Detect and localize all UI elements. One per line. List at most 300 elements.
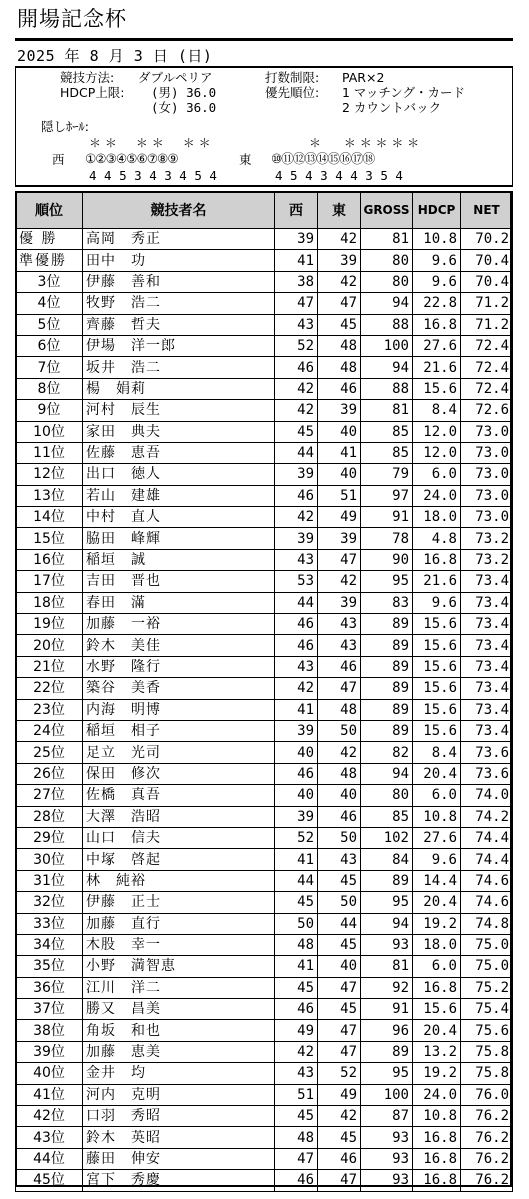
- rank-cell: 23位: [16, 699, 83, 720]
- gross-cell: 96: [361, 1020, 413, 1041]
- gross-cell: 93: [361, 1170, 413, 1191]
- hdcp-cell: 16.8: [413, 977, 461, 998]
- table-row: [16, 656, 513, 677]
- gross-cell: 89: [361, 1041, 413, 1062]
- table-row: [16, 229, 513, 250]
- table-row: [16, 635, 513, 656]
- event-date: 2025 年 8 月 3 日 (日): [17, 47, 213, 65]
- name-cell: 江川 洋二: [83, 977, 275, 998]
- rank-cell: 40位: [16, 1063, 83, 1084]
- west-score-cell: 42: [275, 678, 318, 699]
- title-divider: [15, 38, 513, 41]
- west-score-cell: 44: [275, 442, 318, 463]
- net-cell: 73.0: [461, 464, 513, 485]
- east-score-cell: 39: [318, 592, 361, 613]
- hdcp-limit-women: (女) 36.0: [151, 100, 217, 115]
- gross-cell: 83: [361, 592, 413, 613]
- hdcp-cell: 21.6: [413, 357, 461, 378]
- table-row: [16, 913, 513, 934]
- net-cell: 73.4: [461, 720, 513, 741]
- table-row: [16, 849, 513, 870]
- hdcp-cell: 16.8: [413, 314, 461, 335]
- west-score-cell: 39: [275, 720, 318, 741]
- table-row: [16, 720, 513, 741]
- net-cell: 72.4: [461, 335, 513, 356]
- hdcp-cell: 15.6: [413, 999, 461, 1020]
- east-label: 東: [239, 152, 252, 167]
- east-score-cell: 52: [318, 1063, 361, 1084]
- name-cell: 口羽 秀昭: [83, 1106, 275, 1127]
- west-score-cell: 47: [275, 293, 318, 314]
- rank-cell: 30位: [16, 849, 83, 870]
- name-cell: 勝又 昌美: [83, 999, 275, 1020]
- east-score-cell: 49: [318, 507, 361, 528]
- table-row: [16, 870, 513, 891]
- info-bottom-rule: [15, 185, 513, 187]
- hdcp-cell: 15.6: [413, 614, 461, 635]
- gross-cell: 89: [361, 720, 413, 741]
- net-cell: 76.2: [461, 1106, 513, 1127]
- hdcp-cell: 18.0: [413, 507, 461, 528]
- table-row: [16, 806, 513, 827]
- table-row: [16, 400, 513, 421]
- east-score-cell: 42: [318, 742, 361, 763]
- format-value: ダブルペリア: [138, 70, 213, 85]
- net-cell: 76.2: [461, 1127, 513, 1148]
- name-cell: 坂井 浩二: [83, 357, 275, 378]
- hdcp-cell: 15.6: [413, 678, 461, 699]
- east-score-cell: 46: [318, 378, 361, 399]
- table-row: [16, 464, 513, 485]
- net-cell: 73.4: [461, 699, 513, 720]
- net-cell: 74.0: [461, 785, 513, 806]
- name-cell: 楊 娟莉: [83, 378, 275, 399]
- west-pars: 4 4 5 3 4 3 4 5 4: [89, 168, 217, 183]
- east-hidden-marks: ＊ ＊ ＊ ＊ ＊ ＊: [309, 136, 420, 150]
- name-cell: 中塚 啓起: [83, 849, 275, 870]
- west-score-cell: 40: [275, 785, 318, 806]
- west-score-cell: 43: [275, 1063, 318, 1084]
- net-cell: 75.6: [461, 1020, 513, 1041]
- hdcp-cell: 9.6: [413, 592, 461, 613]
- east-score-cell: 42: [318, 571, 361, 592]
- east-score-cell: 47: [318, 977, 361, 998]
- rank-cell: 33位: [16, 913, 83, 934]
- name-cell: 鈴木 英昭: [83, 1127, 275, 1148]
- rank-cell: 22位: [16, 678, 83, 699]
- table-row: [16, 592, 513, 613]
- table-row: [16, 485, 513, 506]
- west-score-cell: 46: [275, 1170, 318, 1191]
- table-row: [16, 827, 513, 848]
- east-score-cell: 46: [318, 806, 361, 827]
- net-cell: 75.0: [461, 934, 513, 955]
- page-title: 開場記念杯: [17, 7, 127, 31]
- gross-cell: 80: [361, 250, 413, 271]
- west-score-cell: 43: [275, 656, 318, 677]
- gross-cell: 80: [361, 785, 413, 806]
- header-east: 東: [318, 192, 361, 229]
- name-cell: 鈴木 美佳: [83, 635, 275, 656]
- name-cell: 脇田 峰輝: [83, 528, 275, 549]
- west-score-cell: 41: [275, 956, 318, 977]
- rank-cell: 25位: [16, 742, 83, 763]
- table-row: [16, 742, 513, 763]
- table-row: [16, 271, 513, 292]
- table-row: [16, 421, 513, 442]
- name-cell: 保田 修次: [83, 763, 275, 784]
- rank-cell: 準優勝: [16, 250, 83, 271]
- east-score-cell: 43: [318, 849, 361, 870]
- net-cell: 70.4: [461, 271, 513, 292]
- east-score-cell: 40: [318, 421, 361, 442]
- net-cell: 73.2: [461, 549, 513, 570]
- rank-cell: 11位: [16, 442, 83, 463]
- name-cell: 築谷 美香: [83, 678, 275, 699]
- gross-cell: 89: [361, 656, 413, 677]
- net-cell: 74.4: [461, 849, 513, 870]
- table-row: [16, 977, 513, 998]
- gross-cell: 82: [361, 742, 413, 763]
- rank-cell: 24位: [16, 720, 83, 741]
- name-cell: 家田 典夫: [83, 421, 275, 442]
- west-score-cell: 46: [275, 614, 318, 635]
- net-cell: 73.0: [461, 421, 513, 442]
- gross-cell: 81: [361, 956, 413, 977]
- net-cell: 73.0: [461, 485, 513, 506]
- hdcp-cell: 4.8: [413, 528, 461, 549]
- hdcp-cell: 10.8: [413, 229, 461, 250]
- hdcp-cell: 6.0: [413, 785, 461, 806]
- net-cell: 73.0: [461, 442, 513, 463]
- rank-cell: 26位: [16, 763, 83, 784]
- east-score-cell: 42: [318, 1106, 361, 1127]
- gross-cell: 89: [361, 870, 413, 891]
- name-cell: 中村 直人: [83, 507, 275, 528]
- name-cell: 高岡 秀正: [83, 229, 275, 250]
- east-score-cell: 43: [318, 635, 361, 656]
- east-score-cell: 40: [318, 464, 361, 485]
- hdcp-cell: 15.6: [413, 656, 461, 677]
- west-score-cell: 39: [275, 229, 318, 250]
- west-score-cell: 45: [275, 977, 318, 998]
- gross-cell: 100: [361, 335, 413, 356]
- gross-cell: 78: [361, 528, 413, 549]
- hdcp-cell: 16.8: [413, 1148, 461, 1169]
- table-row: [16, 335, 513, 356]
- priority-item-1: 1 マッチング・カード: [342, 85, 466, 100]
- table-row: [16, 934, 513, 955]
- name-cell: 佐藤 恵吾: [83, 442, 275, 463]
- table-row: [16, 956, 513, 977]
- east-score-cell: 47: [318, 549, 361, 570]
- name-cell: 内海 明博: [83, 699, 275, 720]
- gross-cell: 92: [361, 977, 413, 998]
- west-score-cell: 46: [275, 357, 318, 378]
- hdcp-limit-label: HDCP上限:: [60, 85, 125, 100]
- hdcp-cell: 18.0: [413, 934, 461, 955]
- rank-cell: 20位: [16, 635, 83, 656]
- rank-cell: 34位: [16, 934, 83, 955]
- east-score-cell: 45: [318, 999, 361, 1020]
- name-cell: 稲垣 誠: [83, 549, 275, 570]
- east-score-cell: 45: [318, 934, 361, 955]
- rank-cell: 10位: [16, 421, 83, 442]
- hdcp-cell: 16.8: [413, 1170, 461, 1191]
- gross-cell: 94: [361, 913, 413, 934]
- format-label: 競技方法:: [60, 70, 115, 85]
- gross-cell: 89: [361, 699, 413, 720]
- name-cell: 林 純裕: [83, 870, 275, 891]
- rank-cell: 37位: [16, 999, 83, 1020]
- net-cell: 73.4: [461, 635, 513, 656]
- hdcp-cell: 13.2: [413, 1041, 461, 1062]
- hdcp-cell: 15.6: [413, 720, 461, 741]
- net-cell: 73.6: [461, 763, 513, 784]
- rank-cell: 9位: [16, 400, 83, 421]
- hdcp-cell: 24.0: [413, 1084, 461, 1105]
- rank-cell: 28位: [16, 806, 83, 827]
- net-cell: 74.6: [461, 892, 513, 913]
- name-cell: 小野 満智恵: [83, 956, 275, 977]
- rank-cell: 41位: [16, 1084, 83, 1105]
- rank-cell: 17位: [16, 571, 83, 592]
- west-score-cell: 38: [275, 271, 318, 292]
- east-score-cell: 50: [318, 720, 361, 741]
- gross-cell: 79: [361, 464, 413, 485]
- rank-cell: 45位: [16, 1170, 83, 1191]
- east-score-cell: 48: [318, 357, 361, 378]
- name-cell: 出口 徳人: [83, 464, 275, 485]
- rank-cell: 39位: [16, 1041, 83, 1062]
- net-cell: 73.0: [461, 507, 513, 528]
- hdcp-cell: 9.6: [413, 250, 461, 271]
- west-score-cell: 46: [275, 763, 318, 784]
- hdcp-cell: 14.4: [413, 870, 461, 891]
- west-score-cell: 52: [275, 827, 318, 848]
- table-row: [16, 571, 513, 592]
- rank-cell: 38位: [16, 1020, 83, 1041]
- header-hdcp: HDCP: [413, 192, 461, 229]
- stroke-limit-label: 打数制限:: [265, 70, 320, 85]
- gross-cell: 81: [361, 400, 413, 421]
- table-row: [16, 250, 513, 271]
- net-cell: 75.8: [461, 1063, 513, 1084]
- east-score-cell: 40: [318, 785, 361, 806]
- gross-cell: 84: [361, 849, 413, 870]
- hdcp-cell: 21.6: [413, 571, 461, 592]
- table-row: [16, 785, 513, 806]
- gross-cell: 81: [361, 229, 413, 250]
- gross-cell: 88: [361, 314, 413, 335]
- name-cell: 佐橋 真吾: [83, 785, 275, 806]
- east-score-cell: 39: [318, 528, 361, 549]
- hdcp-cell: 16.8: [413, 549, 461, 570]
- east-score-cell: 47: [318, 1041, 361, 1062]
- gross-cell: 94: [361, 763, 413, 784]
- east-score-cell: 47: [318, 293, 361, 314]
- table-row: [16, 507, 513, 528]
- net-cell: 70.2: [461, 229, 513, 250]
- west-score-cell: 53: [275, 571, 318, 592]
- gross-cell: 94: [361, 293, 413, 314]
- rank-cell: 12位: [16, 464, 83, 485]
- rank-cell: 18位: [16, 592, 83, 613]
- gross-cell: 93: [361, 1127, 413, 1148]
- gross-cell: 85: [361, 421, 413, 442]
- stroke-limit-value: PAR×2: [342, 70, 385, 85]
- hdcp-cell: 15.6: [413, 378, 461, 399]
- west-score-cell: 43: [275, 549, 318, 570]
- name-cell: 加藤 直行: [83, 913, 275, 934]
- hdcp-cell: 10.8: [413, 806, 461, 827]
- west-score-cell: 46: [275, 635, 318, 656]
- name-cell: 伊藤 善和: [83, 271, 275, 292]
- east-score-cell: 46: [318, 656, 361, 677]
- west-score-cell: 51: [275, 1084, 318, 1105]
- table-row: [16, 678, 513, 699]
- net-cell: 74.4: [461, 827, 513, 848]
- west-score-cell: 41: [275, 699, 318, 720]
- table-row: [16, 1020, 513, 1041]
- net-cell: 71.2: [461, 293, 513, 314]
- name-cell: 藤田 伸安: [83, 1148, 275, 1169]
- east-score-cell: 48: [318, 335, 361, 356]
- hdcp-cell: 9.6: [413, 271, 461, 292]
- net-cell: 73.6: [461, 742, 513, 763]
- gross-cell: 89: [361, 614, 413, 635]
- rank-cell: 35位: [16, 956, 83, 977]
- gross-cell: 95: [361, 571, 413, 592]
- net-cell: 75.4: [461, 999, 513, 1020]
- rank-cell: 5位: [16, 314, 83, 335]
- west-score-cell: 43: [275, 314, 318, 335]
- table-row: [16, 699, 513, 720]
- table-row: [16, 314, 513, 335]
- west-score-cell: 44: [275, 592, 318, 613]
- east-hole-numbers: ⑩⑪⑫⑬⑭⑮⑯⑰⑱: [271, 151, 375, 166]
- rank-cell: 44位: [16, 1148, 83, 1169]
- net-cell: 70.4: [461, 250, 513, 271]
- west-score-cell: 42: [275, 378, 318, 399]
- name-cell: 春田 滿: [83, 592, 275, 613]
- hdcp-cell: 20.4: [413, 763, 461, 784]
- name-cell: 木股 幸一: [83, 934, 275, 955]
- name-cell: 河内 克明: [83, 1084, 275, 1105]
- table-row: [16, 378, 513, 399]
- rank-cell: 7位: [16, 357, 83, 378]
- rank-cell: 36位: [16, 977, 83, 998]
- rank-cell: 3位: [16, 271, 83, 292]
- hdcp-cell: 10.8: [413, 1106, 461, 1127]
- net-cell: 74.6: [461, 870, 513, 891]
- name-cell: 伊場 洋一郎: [83, 335, 275, 356]
- name-cell: 加藤 一裕: [83, 614, 275, 635]
- net-cell: 72.4: [461, 378, 513, 399]
- west-score-cell: 40: [275, 742, 318, 763]
- priority-label: 優先順位:: [265, 85, 320, 100]
- gross-cell: 102: [361, 827, 413, 848]
- name-cell: 水野 隆行: [83, 656, 275, 677]
- table-row: [16, 763, 513, 784]
- west-score-cell: 48: [275, 1127, 318, 1148]
- east-score-cell: 49: [318, 1084, 361, 1105]
- rank-cell: 43位: [16, 1127, 83, 1148]
- net-cell: 76.2: [461, 1170, 513, 1191]
- net-cell: 71.2: [461, 314, 513, 335]
- rank-cell: 42位: [16, 1106, 83, 1127]
- gross-cell: 91: [361, 507, 413, 528]
- net-cell: 75.2: [461, 977, 513, 998]
- name-cell: 加藤 恵美: [83, 1041, 275, 1062]
- west-score-cell: 39: [275, 528, 318, 549]
- gross-cell: 93: [361, 934, 413, 955]
- gross-cell: 85: [361, 442, 413, 463]
- hdcp-cell: 19.2: [413, 1063, 461, 1084]
- rank-cell: 19位: [16, 614, 83, 635]
- name-cell: 若山 建雄: [83, 485, 275, 506]
- name-cell: 大澤 浩昭: [83, 806, 275, 827]
- hdcp-cell: 6.0: [413, 464, 461, 485]
- table-row: [16, 1106, 513, 1127]
- gross-cell: 87: [361, 1106, 413, 1127]
- net-cell: 74.2: [461, 806, 513, 827]
- hdcp-cell: 27.6: [413, 335, 461, 356]
- hdcp-cell: 24.0: [413, 485, 461, 506]
- hdcp-cell: 20.4: [413, 1020, 461, 1041]
- east-score-cell: 45: [318, 314, 361, 335]
- net-cell: 76.2: [461, 1148, 513, 1169]
- rank-cell: 6位: [16, 335, 83, 356]
- west-hole-numbers: ①②③④⑤⑥⑦⑧⑨: [85, 151, 178, 166]
- west-score-cell: 46: [275, 999, 318, 1020]
- hdcp-cell: 12.0: [413, 421, 461, 442]
- west-score-cell: 41: [275, 250, 318, 271]
- hdcp-cell: 16.8: [413, 1127, 461, 1148]
- net-cell: 73.4: [461, 614, 513, 635]
- east-score-cell: 42: [318, 229, 361, 250]
- gross-cell: 100: [361, 1084, 413, 1105]
- east-score-cell: 41: [318, 442, 361, 463]
- east-score-cell: 46: [318, 1148, 361, 1169]
- name-cell: 伊藤 正士: [83, 892, 275, 913]
- table-row: [16, 528, 513, 549]
- table-row: [16, 1170, 513, 1191]
- hdcp-cell: 22.8: [413, 293, 461, 314]
- gross-cell: 89: [361, 635, 413, 656]
- rank-cell: 16位: [16, 549, 83, 570]
- net-cell: 73.2: [461, 528, 513, 549]
- name-cell: 山口 信夫: [83, 827, 275, 848]
- gross-cell: 93: [361, 1148, 413, 1169]
- hidden-holes-label: 隠しﾎｰﾙ:: [41, 119, 89, 134]
- net-cell: 73.4: [461, 592, 513, 613]
- net-cell: 75.8: [461, 1041, 513, 1062]
- west-score-cell: 50: [275, 913, 318, 934]
- west-score-cell: 39: [275, 806, 318, 827]
- net-cell: 73.4: [461, 656, 513, 677]
- priority-item-2: 2 カウントバック: [342, 100, 442, 115]
- east-score-cell: 42: [318, 271, 361, 292]
- rank-cell: 優 勝: [16, 229, 83, 250]
- gross-cell: 89: [361, 678, 413, 699]
- header-gross: GROSS: [361, 192, 413, 229]
- name-cell: 稲垣 相子: [83, 720, 275, 741]
- rank-cell: 21位: [16, 656, 83, 677]
- rank-cell: 27位: [16, 785, 83, 806]
- table-row: [16, 1084, 513, 1105]
- west-score-cell: 45: [275, 1106, 318, 1127]
